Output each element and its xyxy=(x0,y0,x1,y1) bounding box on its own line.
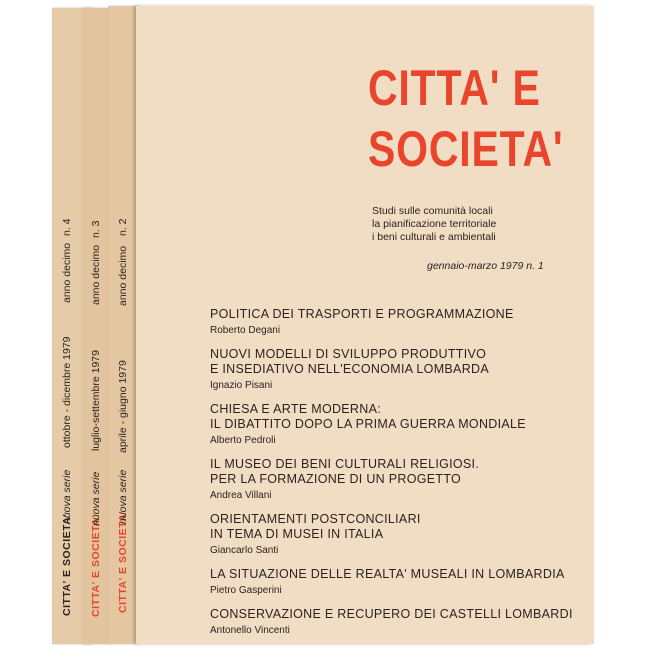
article xyxy=(210,457,590,502)
spine-period: luglio-settembre 1979 xyxy=(90,350,102,451)
subtitle xyxy=(372,205,496,244)
article xyxy=(210,347,590,392)
article-title: CONSERVAZIONE E RECUPERO DEI CASTELLI LOMBARDI xyxy=(210,607,573,621)
spine-number: n. 3 xyxy=(90,220,102,238)
issue-date: gennaio-marzo 1979 n. 1 xyxy=(427,260,544,272)
spine-title: CITTA' E SOCIETA' xyxy=(61,513,73,616)
spine-serie: nuova serie xyxy=(61,469,73,524)
spine-period: aprile - giugno 1979 xyxy=(117,360,129,453)
article xyxy=(210,567,590,597)
back-issue-n2 xyxy=(108,6,138,644)
spine-number: n. 4 xyxy=(61,218,73,236)
article xyxy=(210,307,590,337)
subtitle-line: i beni culturali e ambientali xyxy=(372,231,496,243)
spine-anno: anno decimo xyxy=(117,245,129,306)
spine-period: ottobre - dicembre 1979 xyxy=(61,336,73,448)
article-title: POLITICA DEI TRASPORTI E PROGRAMMAZIONE xyxy=(210,307,514,321)
article-author: Roberto Degani xyxy=(210,325,281,336)
spine-anno: anno decimo xyxy=(90,244,102,305)
article xyxy=(210,402,590,447)
front-cover xyxy=(136,6,594,644)
spine-serie: nuova serie xyxy=(90,471,102,526)
article-author: Andrea Villani xyxy=(210,490,272,501)
article-author: Ignazio Pisani xyxy=(210,380,273,391)
table-of-contents xyxy=(210,307,590,647)
article-author: Alberto Pedroli xyxy=(210,435,276,446)
article-author: Pietro Gasperini xyxy=(210,585,282,596)
title-line: CITTA' E xyxy=(368,60,541,116)
article-title: LA SITUAZIONE DELLE REALTA' MUSEALI IN LOMBARDIA xyxy=(210,567,565,581)
article-author: Antonello Vincenti xyxy=(210,625,290,636)
article xyxy=(210,512,590,557)
article-title: ORIENTAMENTI POSTCONCILIARI IN TEMA DI MUSEI IN ITALIA xyxy=(210,512,421,541)
spine-title: CITTA' E SOCIETA' xyxy=(117,510,129,613)
article xyxy=(210,607,590,637)
spine-title: CITTA' E SOCIETA' xyxy=(90,514,102,617)
subtitle-line: Studi sulle comunità locali xyxy=(372,205,493,217)
article-title: NUOVI MODELLI DI SVILUPPO PRODUTTIVO E INSEDIATIVO NELL'ECONOMIA LOMBARDA xyxy=(210,347,489,376)
spine-serie: nuova serie xyxy=(117,469,129,524)
spine-number: n. 2 xyxy=(117,218,129,236)
article-title: IL MUSEO DEI BENI CULTURALI RELIGIOSI. PER LA FORMAZIONE DI UN PROGETTO xyxy=(210,457,480,486)
title-line: SOCIETA' xyxy=(368,121,564,177)
spine-anno: anno decimo xyxy=(61,242,73,303)
magazine-title xyxy=(368,58,564,180)
article-author: Giancarlo Santi xyxy=(210,545,279,556)
back-issue-n3 xyxy=(82,8,110,644)
article-title: CHIESA E ARTE MODERNA: IL DIBATTITO DOPO LA PRIMA GUERRA MONDIALE xyxy=(210,402,526,431)
subtitle-line: la pianificazione territoriale xyxy=(372,218,497,230)
